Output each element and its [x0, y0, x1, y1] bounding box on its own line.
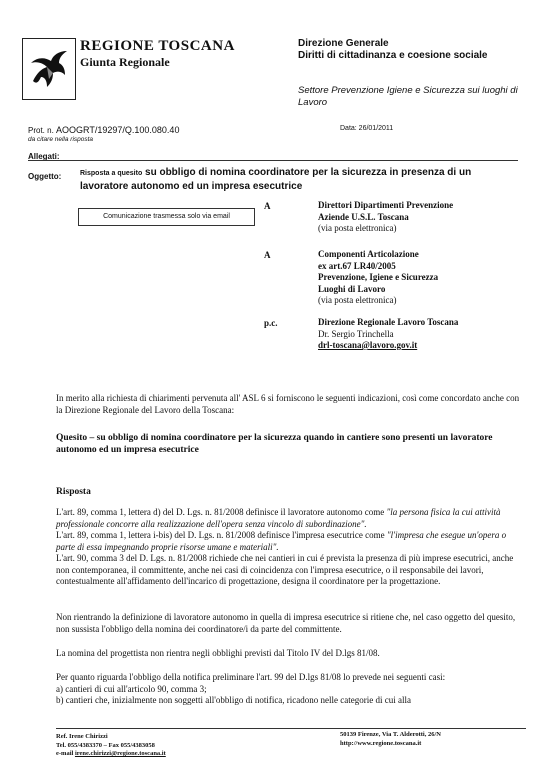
settore-label: Settore Prevenzione Igiene e Sicurezza sui luoghi di Lavoro: [298, 85, 518, 108]
recipient-line: Aziende U.S.L. Toscana: [318, 211, 409, 222]
definition-autonomo: [56, 507, 526, 530]
footer-email-link[interactable]: irene.chirizzi@regione.toscana.it: [74, 750, 166, 757]
recipient-line: Direzione Regionale Lavoro Toscana: [318, 317, 459, 327]
giunta-label: Giunta Regionale: [80, 55, 170, 69]
recipient-email-link[interactable]: drl-toscana@lavoro.gov.it: [318, 340, 418, 350]
recipient-line: Componenti Articolazione: [318, 249, 419, 259]
region-name: REGIONE TOSCANA: [80, 38, 235, 54]
footer-email-prefix: e-mail: [56, 750, 75, 757]
footer-ref: Ref. Irene Chirizzi: [56, 733, 108, 740]
notifica-case-b: b) cantieri che, inizialmente non soggetti all'obbligo di notifica, ricadono nelle categorie di cui alla: [56, 695, 411, 705]
art90-paragraph: L'art. 90, comma 3 del D. Lgs. n. 81/2008 richiede che nei cantieri in cui é prevista la presenza di più imprese esecutrici, anche non contemporanea, il committente, anche nei casi di coincidenza con l'impresa esecutrice, o il responsabile dei lavori, contestualmente all'affidamento dell'incarico di progettazione, designa il coordinatore per la progettazione.: [56, 553, 514, 586]
conclusion-paragraph: Non rientrando la definizione di lavoratore autonomo in quella di impresa esecutrice si ritiene che, nel caso oggetto del quesito, non sussista l'obbligo della nomina dei coordinatore/i da parte del committente.: [56, 612, 516, 634]
recipient-note: (via posta elettronica): [318, 295, 397, 305]
oggetto-body: su obbligo di nomina coordinatore per la sicurezza in presenza di un lavoratore autonomo ed un impresa esecutrice: [80, 167, 472, 192]
footer-address: 50139 Firenze, Via T. Alderotti, 26/N: [340, 731, 441, 738]
risposta-paragraph: [56, 507, 526, 588]
diritti-label: Diritti di cittadinanza e coesione sociale: [298, 50, 488, 61]
recipient-person: Dr. Sergio Trinchella: [318, 328, 394, 339]
definition-quote: "la persona fisica la cui attività professionale concorre alla realizzazione dell'opera senza vincolo di subordinazione".: [56, 507, 501, 529]
oggetto-prefix: Risposta a quesito: [80, 170, 143, 177]
progettista-paragraph: La nomina del progettista non rientra negli obblighi previsti dal Titolo IV del D.lgs 81/08.: [56, 648, 380, 658]
email-notice: Comunicazione trasmessa solo via email: [78, 208, 255, 226]
footer-divider: [56, 728, 526, 729]
protocol-note: da citare nella risposta: [28, 136, 94, 143]
recipient-mark: p.c.: [264, 318, 278, 328]
recipient-line: Prevenzione, Igiene e Sicurezza: [318, 272, 439, 282]
document-date: Data: 26/01/2011: [340, 125, 394, 132]
quesito-heading: Quesito – su obbligo di nomina coordinatore per la sicurezza quando in cantiere sono presenti un lavoratore autonomo ed un impresa esecutrice: [56, 433, 493, 455]
definition-quote: "l'impresa che esegue un'opera o parte di essa impegnando proprie risorse umane e materiali".: [56, 530, 507, 552]
allegati-label: Allegati:: [28, 152, 60, 161]
recipient-line: Direttori Dipartimenti Prevenzione: [318, 200, 454, 210]
pegasus-icon: [23, 39, 75, 99]
intro-paragraph: In merito alla richiesta di chiarimenti pervenuta all' ASL 6 si forniscono le seguenti indicazioni, così come concordato anche con la Direzione Regionale del Lavoro della Toscana:: [56, 393, 520, 415]
definition-text: L'art. 89, comma 1, lettera i-bis) del D. Lgs. n. 81/2008 definisce l'impresa esecutrice come: [56, 530, 387, 540]
recipient-mark: A: [264, 250, 271, 260]
region-logo: [22, 38, 76, 100]
notifica-case-a: a) cantieri di cui all'articolo 90, comma 3;: [56, 683, 207, 694]
oggetto-label: Oggetto:: [28, 172, 62, 181]
risposta-heading: Risposta: [56, 487, 91, 497]
footer-website-link[interactable]: http://www.regione.toscana.it: [340, 739, 422, 747]
protocol-prefix: Prot. n.: [28, 126, 54, 135]
recipient-block: [318, 200, 453, 235]
notifica-paragraph: [56, 672, 526, 707]
recipient-mark: A: [264, 201, 271, 211]
footer-contact: [56, 733, 166, 759]
recipient-block: [318, 317, 458, 352]
recipient-line: ex art.67 LR40/2005: [318, 260, 396, 271]
direzione-generale: Direzione Generale: [298, 38, 389, 49]
oggetto-text: [80, 166, 520, 193]
divider: [28, 160, 518, 161]
definition-impresa: [56, 530, 526, 553]
recipient-block: [318, 249, 438, 307]
protocol-number: [28, 125, 179, 135]
recipient-note: (via posta elettronica): [318, 223, 397, 233]
protocol-value: AOOGRT/19297/Q.100.080.40: [56, 125, 180, 135]
footer-tel: Tel. 055/4383370 – Fax 055/4383058: [56, 741, 155, 749]
notifica-intro: Per quanto riguarda l'obbligo della notifica preliminare l'art. 99 del D.lgs 81/08 lo prevede nei seguenti casi:: [56, 672, 446, 682]
footer-address-block: [340, 731, 441, 748]
definition-text: L'art. 89, comma 1, lettera d) del D. Lgs. n. 81/2008 definisce il lavoratore autonomo come: [56, 507, 387, 517]
recipient-line: Luoghi di Lavoro: [318, 283, 386, 294]
